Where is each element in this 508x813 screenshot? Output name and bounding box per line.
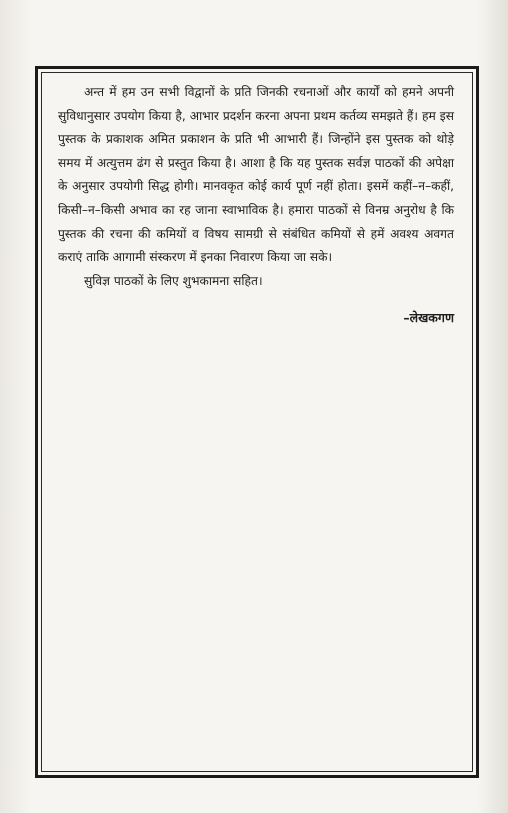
preface-greeting: सुविज्ञ पाठकों के लिए शुभकामना सहित। [84, 273, 263, 288]
page-border [35, 66, 479, 778]
preface-text-block [58, 81, 454, 326]
author-signature: –लेखकगण [403, 310, 454, 326]
preface-paragraph: अन्त में हम उन सभी विद्वानों के प्रति जिनकी रचनाओं और कार्यों को हमने अपनी सुविधानुसार उपयोग किया है, आभार प्रदर्शन करना अपना प्रथम कर्तव्य समझते हैं। हम इस पुस्तक के प्रकाशक अमित प्रकाशन के प्रति भी आभारी हैं। जिन्होंने इस पुस्तक को थोड़े समय में अत्युत्तम ढंग से प्रस्तुत किया है। आशा है कि यह पुस्तक सर्वज्ञ पाठकों की अपेक्षा के अनुसार उपयोगी सिद्ध होगी। मानवकृत कोई कार्य पूर्ण नहीं होता। इसमें कहीं–न–कहीं, किसी–न–किसी अभाव का रह जाना स्वाभाविक है। हमारा पाठकों से विनम्र अनुरोध है कि पुस्तक की रचना की कमियों व विषय सामग्री से संबंधित कमियों से हमें अवश्य अवगत कराएं ताकि आगामी संस्करण में इनका निवारण किया जा सके। [58, 85, 454, 265]
